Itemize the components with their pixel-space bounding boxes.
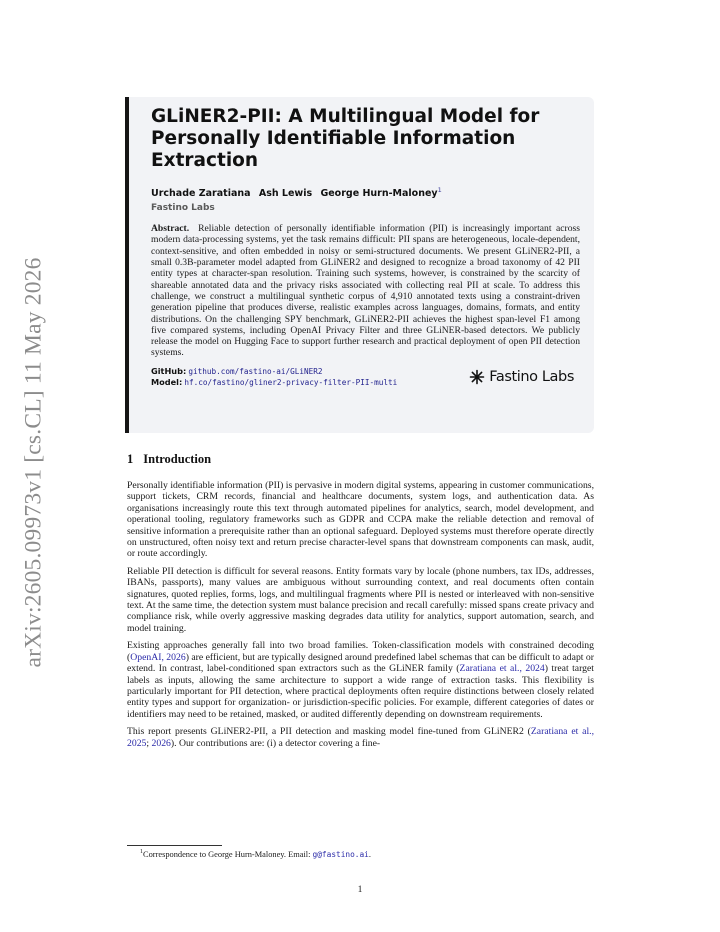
author-name: Urchade Zaratiana [151, 188, 251, 200]
arxiv-identifier-stamp [18, 256, 50, 668]
paragraph: Personally identifiable information (PII) is pervasive in modern digital systems, appearing in customer communications, support tickets, CRM records, financial and healthcare documents, system logs, and authentication data. As organisations increasingly route this text through automated pipelines for analytics, search, model development, and operational tooling, regulatory frameworks such as GDPR and CCPA make the reliable detection and removal of sensitive information a prerequisite rather than an optional safeguard. Deployed systems must therefore operate directly on unstructured, often noisy text and return precise character-level spans that downstream components can mask, audit, or route accordingly. [127, 480, 594, 560]
title-block [125, 97, 594, 433]
resource-links [151, 366, 580, 388]
asterisk-logo-icon [469, 369, 485, 385]
author-footnote-mark[interactable]: 1 [437, 186, 442, 194]
paragraph-text: Existing approaches generally fall into two broad families. Token-classification models with constrained decoding ( [127, 640, 594, 663]
footnote-divider [127, 845, 222, 846]
brand-name: Fastino Labs [489, 368, 574, 385]
footnote [140, 849, 371, 859]
paragraph-text: ) are efficient, but are typically designed around predefined label schemas that can be difficult to adapt or extend. In contrast, label-conditioned span extractors such as the GLiNER family ( [127, 651, 594, 675]
github-label: GitHub: [151, 365, 187, 376]
model-label: Model: [151, 376, 183, 387]
section-number: 1 [127, 452, 134, 466]
brand-logo [469, 369, 574, 385]
author-name: George Hurn-Maloney [320, 188, 438, 200]
author-name: Ash Lewis [258, 188, 313, 200]
abstract-text: Reliable detection of personally identifiable information (PII) is increasingly important across modern data-processing systems, yet the task remains difficult: PII spans are heterogeneous, locale-dependent, context-sensitive, and often embedded in noisy or semi-structured documents. We present GLiNER2-PII, a small 0.3B-parameter model adapted from GLiNER2 and designed to recognize a broad taxonomy of 42 PII entity types at character-span resolution. Training such systems, however, is constrained by the scarcity of shareable annotated data and the privacy risks associated with collecting real PII at scale. To address this challenge, we construct a multilingual synthetic corpus of 4,910 annotated texts using a constraint-driven generation pipeline that produces diverse, realistic examples across languages, domains, formats, and entity distributions. On the challenging SPY benchmark, GLiNER2-PII achieves the highest span-level F1 among five compared systems, including OpenAI Privacy Filter and three GLiNER-based detectors. We publicly release the model on Hugging Face to support further research and practical deployment of open PII detection systems. [151, 223, 580, 359]
github-link-row [151, 366, 397, 377]
paragraph [127, 726, 594, 749]
paper-title: GLiNER2-PII: A Multilingual Model for Personally Identifiable Information Extraction [151, 106, 540, 171]
github-link[interactable]: github.com/fastino-ai/GLiNER2 [188, 366, 323, 376]
paragraph [127, 640, 594, 720]
citation-link[interactable]: Zaratiana et al., 2025 [127, 726, 594, 749]
page-number: 1 [357, 884, 363, 895]
paragraph: Reliable PII detection is difficult for several reasons. Entity formats vary by locale (phone numbers, tax IDs, addresses, IBANs, passports), many values are ambiguous without surrounding context, and real documents often contain signatures, quoted replies, forms, logs, and multilingual fragments where PII is nested or interleaved with non-sensitive text. At the same time, the detection system must balance precision and recall carefully: missed spans create privacy and compliance risk, while overly aggressive masking degrades data utility for analytics, support automation, search, and model training. [127, 565, 594, 634]
links-list [151, 366, 397, 388]
author-list [151, 184, 580, 200]
introduction-body [127, 480, 594, 755]
abstract [151, 223, 580, 359]
paragraph-text: This report presents GLiNER2-PII, a PII detection and masking model fine-tuned from GLiNER2 ( [127, 726, 531, 738]
paragraph-text: ) treat target labels as inputs, allowing the same architecture to support a wide range of extraction tasks. This flexibility is particularly important for PII detection, where practical deployments often require distinctions between closely related entity types and support for organization- or jurisdiction-specific policies. For example, different categories of dates or identifiers may need to be retained, masked, or audited differently depending on downstream requirements. [127, 663, 594, 720]
footnote-text: Correspondence to George Hurn-Maloney. Email: [143, 849, 313, 859]
section-heading [127, 452, 211, 467]
footnote-mark: 1 [140, 849, 143, 855]
affiliation: Fastino Labs [151, 203, 215, 214]
section-title: Introduction [143, 452, 212, 466]
citation-link[interactable]: 2026 [151, 737, 171, 749]
model-link[interactable]: hf.co/fastino/gliner2-privacy-filter-PII-multi [184, 377, 398, 387]
citation-link[interactable]: Zaratiana et al., 2024 [459, 663, 545, 675]
arxiv-identifier-text: arXiv:2605.09973v1 [cs.CL] 11 May 2026 [20, 256, 47, 668]
paragraph-text: ). Our contributions are: (i) a detector covering a fine- [170, 737, 381, 749]
footnote-end: . [368, 849, 371, 859]
citation-link[interactable]: OpenAI, 2026 [130, 651, 186, 663]
email-link[interactable]: g@fastino.ai [312, 849, 369, 859]
abstract-label: Abstract. [151, 223, 190, 235]
citation-separator: ; [146, 737, 152, 749]
model-link-row [151, 377, 397, 388]
